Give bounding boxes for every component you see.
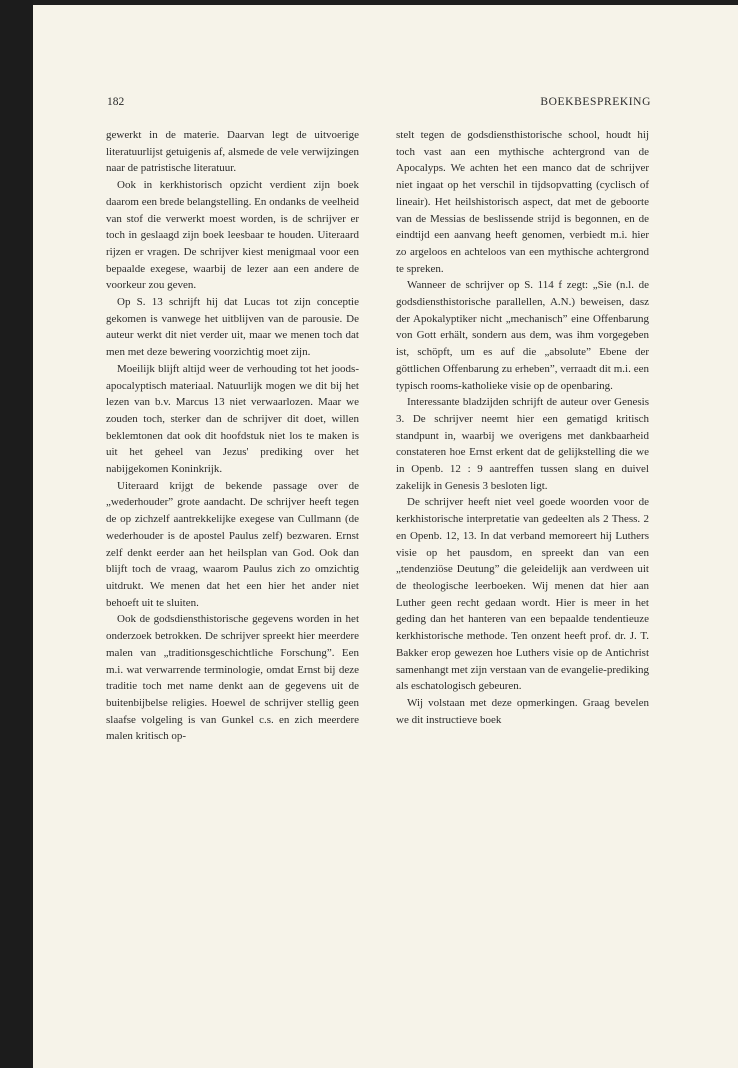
right-column: [396, 127, 649, 728]
page-header: [107, 96, 651, 112]
paragraph: Moeilijk blijft altijd weer de verhouding tot het joods-apocalyptisch materiaal. Natuurlijk mogen we dit bij het lezen van b.v. Marcus 13 niet verwaarlozen. Maar we zouden toch, sterker dan de schrijver dit doet, willen beklemtonen dat ook dit hoofdstuk niet los te maken is uit het geheel van Jezus' prediking over het nabijgekomen Koninkrijk.: [106, 362, 359, 476]
paragraph: De schrijver heeft niet veel goede woorden voor de kerkhistorische interpretatie van gedeelten als 2 Thess. 2 en Openb. 12, 13. In dat verband memoreert hij Luthers visie op het pausdom, en spreekt dan van een „tendenziöse Deutung” die geleidelijk aan verdween uit de theologische leerboeken. Wij menen dat hier aan Luther geen recht gedaan wordt. Hier is meer in het geding dan het hanteren van een bepaalde tendentieuze kerkhistorische methode. Ten onzent heeft prof. dr. J. T. Bakker erop gewezen hoe Luthers visie op de Antichrist samenhangt met zijn verstaan van de evangelie-prediking als eschatologisch gebeuren.: [396, 496, 649, 693]
paragraph: Interessante bladzijden schrijft de auteur over Genesis 3. De schrijver neemt hier een gematigd kritisch standpunt in, waarbij we overigens met dankbaarheid constateren hoe Ernst erkent dat de gelijkstelling die we in Openb. 12 : 9 aantreffen tussen slang en duivel zakelijk in Genesis 3 besloten ligt.: [396, 396, 649, 492]
left-column: [106, 127, 359, 745]
paragraph: Uiteraard krijgt de bekende passage over de „wederhouder” grote aandacht. De schrijver heeft tegen de op zichzelf aantrekkelijke exegese van Cullmann (de wederhouder is de apostel Paulus zelf) bezwaren. Ernst zelf denkt eerder aan het heilsplan van God. Ook dan blijft toch de vraag, waarom Paulus zich zo omzichtig uitdrukt. We menen dat het een hier het ander niet behoeft uit te sluiten.: [106, 479, 359, 609]
paragraph: Ook in kerkhistorisch opzicht verdient zijn boek daarom een brede belangstelling. En ondanks de veelheid van stof die verwerkt moest worden, is de schrijver er toch in geslaagd zijn boek leesbaar te houden. Uiteraard rijzen er vragen. De schrijver kiest menigmaal voor een bepaalde exegese, waarbij de lezer aan een andere de voorkeur zou geven.: [106, 179, 359, 292]
paragraph: Wij volstaan met deze opmerkingen. Graag bevelen we dit instructieve boek: [396, 696, 649, 726]
paragraph: Ook de godsdiensthistorische gegevens worden in het onderzoek betrokken. De schrijver spreekt hier meerdere malen van „traditionsgeschichtliche Forschung”. Een m.i. wat verwarrende terminologie, omdat Ernst bij deze traditie toch met name denkt aan de gegevens uit de buitenbijbelse religies. Hoewel de schrijver stellig geen slaafse volgeling is van Gunkel c.s. en zich meerdere malen kritisch op-: [106, 613, 359, 743]
page-number: 182: [107, 96, 125, 108]
paragraph: Wanneer de schrijver op S. 114 f zegt: „Sie (n.l. de godsdiensthistorische parallellen, A.N.) beweisen, dasz der Apokalyptiker nicht „mechanisch” eine Offenbarung von Gott erhält, sondern aus dem, was ihm vorgegeben ist, schöpft, um es auf die „absolute” Ebene der göttlichen Offenbarung zu erheben”, verraadt dit m.i. een typisch rooms-katholieke visie op de openbaring.: [396, 279, 649, 392]
paragraph: Op S. 13 schrijft hij dat Lucas tot zijn conceptie gekomen is vanwege het uitblijven van de parousie. De auteur werkt dit niet verder uit, maar we menen toch dat men met deze bewering voorzichtig moet zijn.: [106, 296, 359, 359]
paragraph: gewerkt in de materie. Daarvan legt de uitvoerige literatuurlijst getuigenis af, alsmede de vele verwijzingen naar de patristische literatuur.: [106, 129, 359, 175]
scan-border-left: [0, 0, 33, 1068]
running-head: BOEKBESPREKING: [540, 96, 651, 108]
paragraph: stelt tegen de godsdiensthistorische school, houdt hij toch vast aan een mythische achtergrond van de Apocalyps. We achten het een manco dat de schrijver niet ingaat op het verschil in tijdsopvatting (cyclisch of lineair). Het heilshistorisch aspect, dat met de geboorte van de Messias de beslissende strijd is begonnen, en de eindtijd een aanvang heeft genomen, verbiedt m.i. hier zo argeloos en achteloos van een mythische achtergrond te spreken.: [396, 129, 649, 275]
